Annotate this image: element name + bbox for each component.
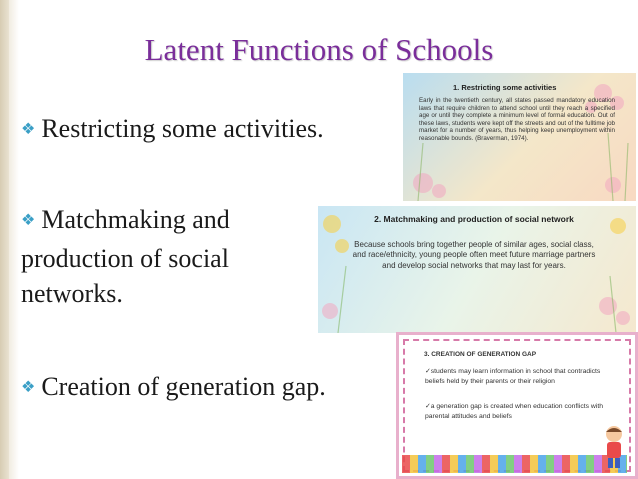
image-card-restricting	[403, 73, 636, 201]
card-body: Because schools bring together people of similar ages, social class, and race/ethnicity, young people often meet future marriage partners and develop social networks that may last for years.	[352, 240, 596, 270]
image-card-matchmaking	[318, 206, 636, 333]
bullet-restricting	[21, 111, 324, 150]
card-heading: 3. CREATION OF GENERATION GAP	[424, 351, 537, 358]
card-body: Early in the twentieth century, all states passed mandatory education laws that require children to attend school until they reach a specified age or until they complete a minimum level of formal education. Out of these laws, students were kept off the streets and out of the fulltime job market for a number of years, thus helping keep unemployment within reasonable bounds. (Braverman, 1974).	[419, 97, 615, 142]
bullet-generation-gap	[21, 369, 351, 408]
slide-title: Latent Functions of Schools	[144, 32, 494, 67]
slide-edge-curve	[9, 0, 19, 479]
slide-left-edge	[0, 0, 9, 479]
image-card-generation-gap	[396, 332, 638, 479]
diamond-bullet-icon: ❖	[21, 121, 36, 138]
card-list-item: ✓a generation gap is created when education conflicts with parental attitudes and beliefs	[425, 403, 603, 420]
bullet-text: Creation of generation gap.	[41, 372, 326, 401]
card-heading: 2. Matchmaking and production of social network	[374, 214, 574, 224]
diamond-bullet-icon: ❖	[21, 379, 36, 396]
bullet-text: Restricting some activities.	[41, 114, 324, 143]
card-list-item: ✓students may learn information in school that contradicts beliefs held by their parents or their religion	[425, 368, 601, 385]
diamond-bullet-icon: ❖	[21, 212, 36, 229]
child-cartoon-icon	[599, 424, 629, 470]
bullet-text: Matchmaking and production of social networks.	[21, 205, 230, 308]
colored-pencils-decoration	[402, 455, 627, 473]
card-heading: 1. Restricting some activities	[453, 83, 557, 92]
bullet-matchmaking	[21, 202, 321, 311]
